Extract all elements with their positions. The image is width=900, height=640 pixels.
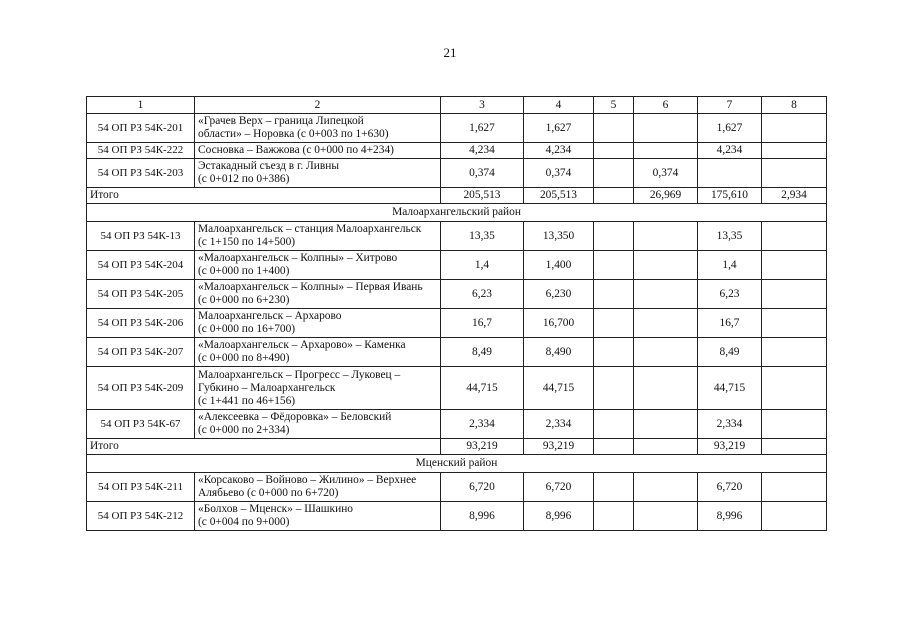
road-code: 54 ОП РЗ 54К-209 [87, 367, 195, 410]
table-row [87, 309, 827, 338]
header-cell-5: 5 [594, 97, 634, 114]
value-cell-c3: 0,374 [441, 159, 524, 188]
road-code: 54 ОП РЗ 54К-212 [87, 502, 195, 531]
road-name-line: (с 0+000 по 2+334) [198, 424, 290, 436]
value-cell-c5 [594, 410, 634, 439]
value-cell-c4: 1,400 [524, 251, 594, 280]
road-name-line: (с 0+000 по 8+490) [198, 352, 290, 364]
value-cell-c4: 13,350 [524, 222, 594, 251]
table-row [87, 114, 827, 143]
value-cell-c4: 4,234 [524, 143, 594, 159]
header-cell-8: 8 [762, 97, 827, 114]
value-cell-c7: 6,720 [698, 473, 762, 502]
value-cell-c4: 6,720 [524, 473, 594, 502]
road-name-line: «Грачев Верх – граница Липецкой [198, 115, 364, 127]
total-value-c4: 205,513 [524, 188, 594, 204]
value-cell-c7: 6,23 [698, 280, 762, 309]
value-cell-c8 [762, 338, 827, 367]
value-cell-c3: 8,49 [441, 338, 524, 367]
value-cell-c7: 8,996 [698, 502, 762, 531]
road-code: 54 ОП РЗ 54К-205 [87, 280, 195, 309]
road-name-line: (с 1+441 по 46+156) [198, 394, 296, 407]
road-name-line: (с 0+000 по 1+400) [198, 265, 290, 277]
total-value-c3: 93,219 [441, 439, 524, 455]
value-cell-c6 [634, 367, 698, 410]
value-cell-c8 [762, 114, 827, 143]
value-cell-c8 [762, 367, 827, 410]
value-cell-c4: 0,374 [524, 159, 594, 188]
table-body [87, 97, 827, 531]
district-name: Мценский район [87, 455, 827, 473]
value-cell-c7: 4,234 [698, 143, 762, 159]
road-name-line: Малоархангельск – станция Малоархангельск [198, 223, 422, 235]
header-cell-4: 4 [524, 97, 594, 114]
district-name: Малоархангельский район [87, 204, 827, 222]
value-cell-c7: 13,35 [698, 222, 762, 251]
value-cell-c6 [634, 222, 698, 251]
road-name [195, 367, 441, 410]
value-cell-c7: 1,4 [698, 251, 762, 280]
value-cell-c3: 13,35 [441, 222, 524, 251]
value-cell-c8 [762, 410, 827, 439]
road-name [195, 410, 441, 439]
road-name-line: Эстакадный съезд в г. Ливны [198, 160, 339, 172]
value-cell-c3: 16,7 [441, 309, 524, 338]
value-cell-c3: 8,996 [441, 502, 524, 531]
table-row [87, 410, 827, 439]
value-cell-c6 [634, 309, 698, 338]
value-cell-c8 [762, 502, 827, 531]
value-cell-c7: 44,715 [698, 367, 762, 410]
value-cell-c6 [634, 280, 698, 309]
total-value-c5 [594, 188, 634, 204]
value-cell-c6 [634, 502, 698, 531]
district-row [87, 455, 827, 473]
total-value-c7: 175,610 [698, 188, 762, 204]
header-cell-1: 1 [87, 97, 195, 114]
value-cell-c8 [762, 159, 827, 188]
road-code: 54 ОП РЗ 54К-211 [87, 473, 195, 502]
value-cell-c6 [634, 114, 698, 143]
page-number: 21 [443, 45, 457, 60]
value-cell-c7: 16,7 [698, 309, 762, 338]
road-name [195, 502, 441, 531]
header-row [87, 97, 827, 114]
roads-table [86, 96, 827, 531]
total-row [87, 188, 827, 204]
value-cell-c7: 2,334 [698, 410, 762, 439]
total-value-c8 [762, 439, 827, 455]
road-name [195, 338, 441, 367]
value-cell-c8 [762, 222, 827, 251]
total-label: Итого [87, 188, 441, 204]
value-cell-c8 [762, 473, 827, 502]
value-cell-c4: 8,996 [524, 502, 594, 531]
value-cell-c5 [594, 280, 634, 309]
road-name-line: (с 0+012 по 0+386) [198, 173, 290, 185]
table-row [87, 159, 827, 188]
value-cell-c4: 1,627 [524, 114, 594, 143]
table-row [87, 338, 827, 367]
value-cell-c3: 44,715 [441, 367, 524, 410]
value-cell-c3: 6,23 [441, 280, 524, 309]
road-code: 54 ОП РЗ 54К-203 [87, 159, 195, 188]
total-value-c3: 205,513 [441, 188, 524, 204]
table-row [87, 280, 827, 309]
road-name-line: области» – Норовка (с 0+003 по 1+630) [198, 128, 389, 140]
road-name-line: Сосновка – Важжова (с 0+000 по 4+234) [198, 144, 394, 156]
road-code: 54 ОП РЗ 54К-204 [87, 251, 195, 280]
value-cell-c4: 16,700 [524, 309, 594, 338]
road-code: 54 ОП РЗ 54К-222 [87, 143, 195, 159]
road-name-line: «Корсаково – Войново – Жилино» – Верхнее [198, 474, 417, 486]
value-cell-c5 [594, 309, 634, 338]
header-cell-3: 3 [441, 97, 524, 114]
road-name-line: (с 0+004 по 9+000) [198, 516, 290, 528]
value-cell-c8 [762, 280, 827, 309]
road-name-line: Алябьево (с 0+000 по 6+720) [198, 487, 339, 499]
road-code: 54 ОП РЗ 54К-201 [87, 114, 195, 143]
value-cell-c6 [634, 338, 698, 367]
road-name-line: (с 0+000 по 16+700) [198, 323, 296, 335]
value-cell-c5 [594, 222, 634, 251]
value-cell-c7: 8,49 [698, 338, 762, 367]
road-name-line: (с 1+150 по 14+500) [198, 236, 296, 248]
value-cell-c4: 44,715 [524, 367, 594, 410]
total-row [87, 439, 827, 455]
road-name [195, 473, 441, 502]
value-cell-c5 [594, 473, 634, 502]
table-row [87, 473, 827, 502]
total-value-c4: 93,219 [524, 439, 594, 455]
road-name [195, 114, 441, 143]
value-cell-c6 [634, 410, 698, 439]
road-name-line: Губкино – Малоархангельск [198, 381, 336, 394]
road-code: 54 ОП РЗ 54К-207 [87, 338, 195, 367]
value-cell-c6 [634, 143, 698, 159]
value-cell-c5 [594, 251, 634, 280]
value-cell-c3: 1,627 [441, 114, 524, 143]
road-name [195, 309, 441, 338]
value-cell-c5 [594, 338, 634, 367]
value-cell-c4: 6,230 [524, 280, 594, 309]
road-name [195, 222, 441, 251]
header-cell-2: 2 [195, 97, 441, 114]
value-cell-c8 [762, 309, 827, 338]
header-cell-7: 7 [698, 97, 762, 114]
value-cell-c5 [594, 114, 634, 143]
value-cell-c8 [762, 251, 827, 280]
value-cell-c3: 2,334 [441, 410, 524, 439]
road-name-line: «Болхов – Мценск» – Шашкино [198, 503, 353, 515]
table-row [87, 222, 827, 251]
road-name [195, 143, 441, 159]
value-cell-c6 [634, 473, 698, 502]
value-cell-c3: 4,234 [441, 143, 524, 159]
road-name [195, 280, 441, 309]
table-row [87, 143, 827, 159]
value-cell-c8 [762, 143, 827, 159]
road-code: 54 ОП РЗ 54К-13 [87, 222, 195, 251]
road-name-line: «Малоархангельск – Колпны» – Хитрово [198, 252, 398, 264]
table-row [87, 502, 827, 531]
road-name-line: (с 0+000 по 6+230) [198, 294, 290, 306]
district-row [87, 204, 827, 222]
value-cell-c3: 6,720 [441, 473, 524, 502]
value-cell-c4: 2,334 [524, 410, 594, 439]
total-value-c6: 26,969 [634, 188, 698, 204]
road-name-line: «Алексеевка – Фёдоровка» – Беловский [198, 411, 392, 423]
road-name-line: «Малоархангельск – Колпны» – Первая Ивань [198, 281, 423, 293]
road-code: 54 ОП РЗ 54К-67 [87, 410, 195, 439]
total-value-c6 [634, 439, 698, 455]
value-cell-c3: 1,4 [441, 251, 524, 280]
value-cell-c5 [594, 143, 634, 159]
road-name-line: Малоархангельск – Прогресс – Луковец – [198, 368, 401, 381]
table-row [87, 367, 827, 410]
value-cell-c4: 8,490 [524, 338, 594, 367]
value-cell-c5 [594, 159, 634, 188]
total-value-c8: 2,934 [762, 188, 827, 204]
value-cell-c6: 0,374 [634, 159, 698, 188]
value-cell-c6 [634, 251, 698, 280]
total-value-c7: 93,219 [698, 439, 762, 455]
value-cell-c5 [594, 367, 634, 410]
header-cell-6: 6 [634, 97, 698, 114]
road-name-line: Малоархангельск – Архарово [198, 310, 342, 322]
table-row [87, 251, 827, 280]
value-cell-c5 [594, 502, 634, 531]
value-cell-c7 [698, 159, 762, 188]
total-label: Итого [87, 439, 441, 455]
total-value-c5 [594, 439, 634, 455]
road-name [195, 251, 441, 280]
value-cell-c7: 1,627 [698, 114, 762, 143]
road-name-line: «Малоархангельск – Архарово» – Каменка [198, 339, 406, 351]
road-name [195, 159, 441, 188]
road-code: 54 ОП РЗ 54К-206 [87, 309, 195, 338]
